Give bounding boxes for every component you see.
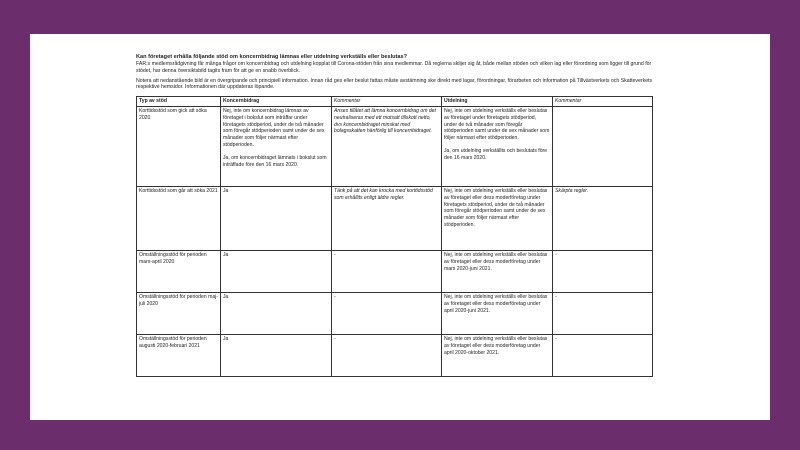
table-header-row	[137, 97, 653, 107]
cell-utdelning: Nej, inte om utdelning verkställs eller beslutas av företaget eller dess moderföretag under mars 2020-juni 2021.	[442, 250, 553, 292]
note-paragraph: Notera att nedanstående bild är en övergripande och principiell information. Innan råd ges eller beslut fattas måste avstämning ske direkt med lagar, förordningar, förarbeten och information på Tillväxtverkets och Skatteverkets respektive hemsidor. Informationen där uppdateras löpande.	[136, 77, 653, 91]
cell-kommentar-utdelning: Skärpta regler.	[553, 186, 653, 250]
document-content	[136, 54, 656, 377]
cell-kommentar-koncernbidrag: -	[332, 334, 442, 376]
header-kommentar-koncernbidrag: Kommentar	[332, 97, 442, 107]
cell-koncernbidrag: Ja	[221, 250, 332, 292]
table-row	[137, 250, 653, 292]
cell-utdelning	[442, 106, 553, 186]
support-table	[136, 96, 653, 377]
header-typ-av-stod: Typ av stöd	[137, 97, 221, 107]
header-koncernbidrag: Koncernbidrag	[221, 97, 332, 107]
cell-koncernbidrag-text-2: Ja, om koncernbidraget lämnats i bokslut som inträffade före den 16 mars 2020.	[223, 154, 327, 168]
document-title: Kan företaget erhålla följande stöd om koncernbidrag lämnas eller utdelning verkställs eller beslutas?	[136, 54, 408, 60]
table-row	[137, 292, 653, 334]
cell-kommentar-koncernbidrag: Tänk på att det kan krocka med korttidsstöd som erhållits enligt äldre regler.	[332, 186, 442, 250]
cell-utdelning: Nej, inte om utdelning verkställs eller beslutas av företaget eller dess moderföretag under april 2020-oktober 2021.	[442, 334, 553, 376]
cell-koncernbidrag	[221, 106, 332, 186]
cell-kommentar-utdelning: -	[553, 334, 653, 376]
cell-kommentar-koncernbidrag: Anses tillåtet att lämna koncernbidrag om det neutraliseras med ett motsatt tillskott netto, dvs koncernbidraget minskat med bolagsskatten hänförlig till koncernbidraget.	[332, 106, 442, 186]
table-row	[137, 334, 653, 376]
cell-utdelning-text-2: Ja, om utdelning verkställts och beslutats före den 16 mars 2020.	[444, 147, 548, 161]
table-row	[137, 106, 653, 186]
intro-paragraph: FAR:s medlemsrådgivning får många frågor om koncernbidrag och utdelning kopplat till Corona-stöden från sina medlemmar. Då reglerna skiljer sig åt, både mellan stöden och vilken lag eller förordning som ligger till grund för stödet, har denna översiktsbild tagits fram för att ge en snabb överblick.	[136, 61, 652, 74]
cell-utdelning-text: Nej, inte om utdelning verkställs eller beslutas av företaget under företagets stödperiod, under de två månader som föregår stödperioden samt under de sex månader som följer närmast efter stödperioden.	[444, 107, 550, 142]
cell-type: Omställningsstöd för perioden mars-april 2020	[137, 250, 221, 292]
cell-type: Omställningsstöd för perioden maj-juli 2020	[137, 292, 221, 334]
header-utdelning: Utdelning	[442, 97, 553, 107]
cell-kommentar-utdelning	[553, 106, 653, 186]
cell-utdelning: Nej, inte om utdelning verkställs eller beslutas av företaget eller dess moderföretag under företagets stödperiod, under de två månader som föregår stödperioden samt under de sex månader som följer närmast efter stödperioden.	[442, 186, 553, 250]
cell-kommentar-utdelning: -	[553, 292, 653, 334]
cell-kommentar-koncernbidrag: -	[332, 292, 442, 334]
cell-utdelning: Nej, inte om utdelning verkställs eller beslutas av företaget eller dess moderföretag under april 2020-juni 2021.	[442, 292, 553, 334]
cell-kommentar-utdelning: -	[553, 250, 653, 292]
cell-koncernbidrag: Ja	[221, 334, 332, 376]
cell-type: Omställningsstöd för perioden augusti 2020-februari 2021	[137, 334, 221, 376]
table-row	[137, 186, 653, 250]
cell-kommentar-koncernbidrag: -	[332, 250, 442, 292]
cell-koncernbidrag: Ja	[221, 186, 332, 250]
cell-type: Korttidsstöd som gick att söka 2020	[137, 106, 221, 186]
cell-koncernbidrag-text: Nej, inte om koncernbidrag lämnas av företaget i bokslut som inträffar under företagets stödperiod, under de två månader som föregår stödperioden samt under de sex månader som följer närmast efter stödperioden.	[223, 107, 325, 148]
document-page	[30, 34, 770, 420]
header-kommentar-utdelning: Kommentar	[553, 97, 653, 107]
cell-koncernbidrag: Ja	[221, 292, 332, 334]
cell-type: Korttidsstöd som går att söka 2021	[137, 186, 221, 250]
